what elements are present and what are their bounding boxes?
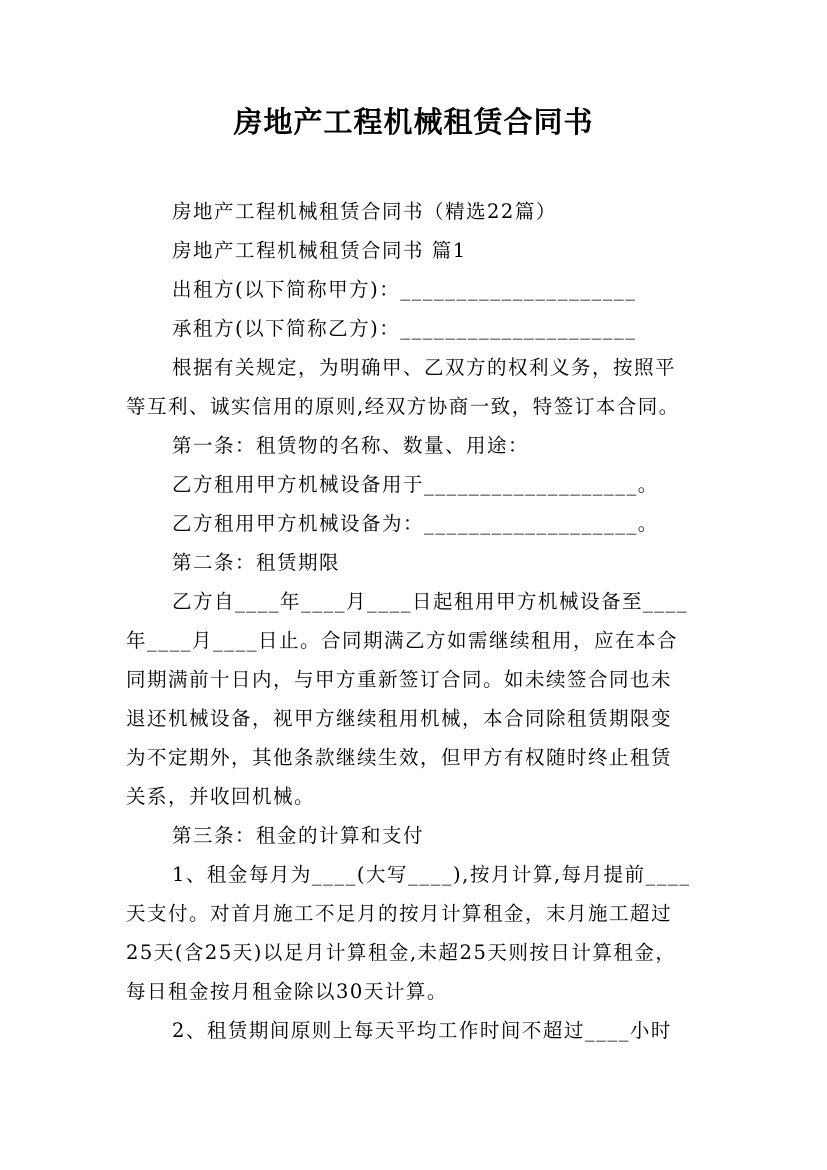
- paragraph-line: 每日租金按月租金除以30天计算。: [126, 980, 448, 1003]
- paragraph-line: 2、租赁期间原则上每天平均工作时间不超过____小时: [172, 1019, 672, 1042]
- article-heading: 第二条：租赁期限: [172, 551, 341, 574]
- lessor-line: 出租方(以下简称甲方)：_____________________: [172, 278, 637, 301]
- paragraph-line: 乙方自____年____月____日起租用甲方机械设备至____: [172, 590, 689, 613]
- paragraph-line: 天支付。对首月施工不足月的按月计算租金，末月施工超过: [126, 902, 673, 925]
- lessee-line: 承租方(以下简称乙方)：_____________________: [172, 317, 637, 340]
- section-heading: 房地产工程机械租赁合同书 篇1: [172, 239, 467, 262]
- document-title: 房地产工程机械租赁合同书: [233, 105, 594, 139]
- paragraph-line: 根据有关规定，为明确甲、乙双方的权利义务，按照平: [172, 356, 677, 379]
- paragraph-line: 1、租金每月为____(大写____),按月计算,每月提前____: [172, 863, 691, 886]
- article-heading: 第三条：租金的计算和支付: [172, 824, 425, 847]
- subtitle-line: 房地产工程机械租赁合同书（精选22篇）: [172, 200, 557, 223]
- paragraph-line: 退还机械设备，视甲方继续租用机械，本合同除租赁期限变: [126, 707, 673, 730]
- article-heading: 第一条：租赁物的名称、数量、用途：: [172, 434, 530, 457]
- paragraph-line: 同期满前十日内，与甲方重新签订合同。如未续签合同也未: [126, 668, 673, 691]
- paragraph-line: 乙方租用甲方机械设备为：___________________。: [172, 512, 659, 535]
- paragraph-line: 关系，并收回机械。: [126, 785, 316, 808]
- paragraph-line: 乙方租用甲方机械设备用于___________________。: [172, 473, 659, 496]
- paragraph-line: 等互利、诚实信用的原则,经双方协商一致，特签订本合同。: [126, 395, 680, 418]
- paragraph-line: 为不定期外，其他条款继续生效，但甲方有权随时终止租赁: [126, 746, 673, 769]
- paragraph-line: 25天(含25天)以足月计算租金,未超25天则按日计算租金，: [126, 941, 677, 964]
- paragraph-line: 年____月____日止。合同期满乙方如需继续租用，应在本合: [126, 629, 679, 652]
